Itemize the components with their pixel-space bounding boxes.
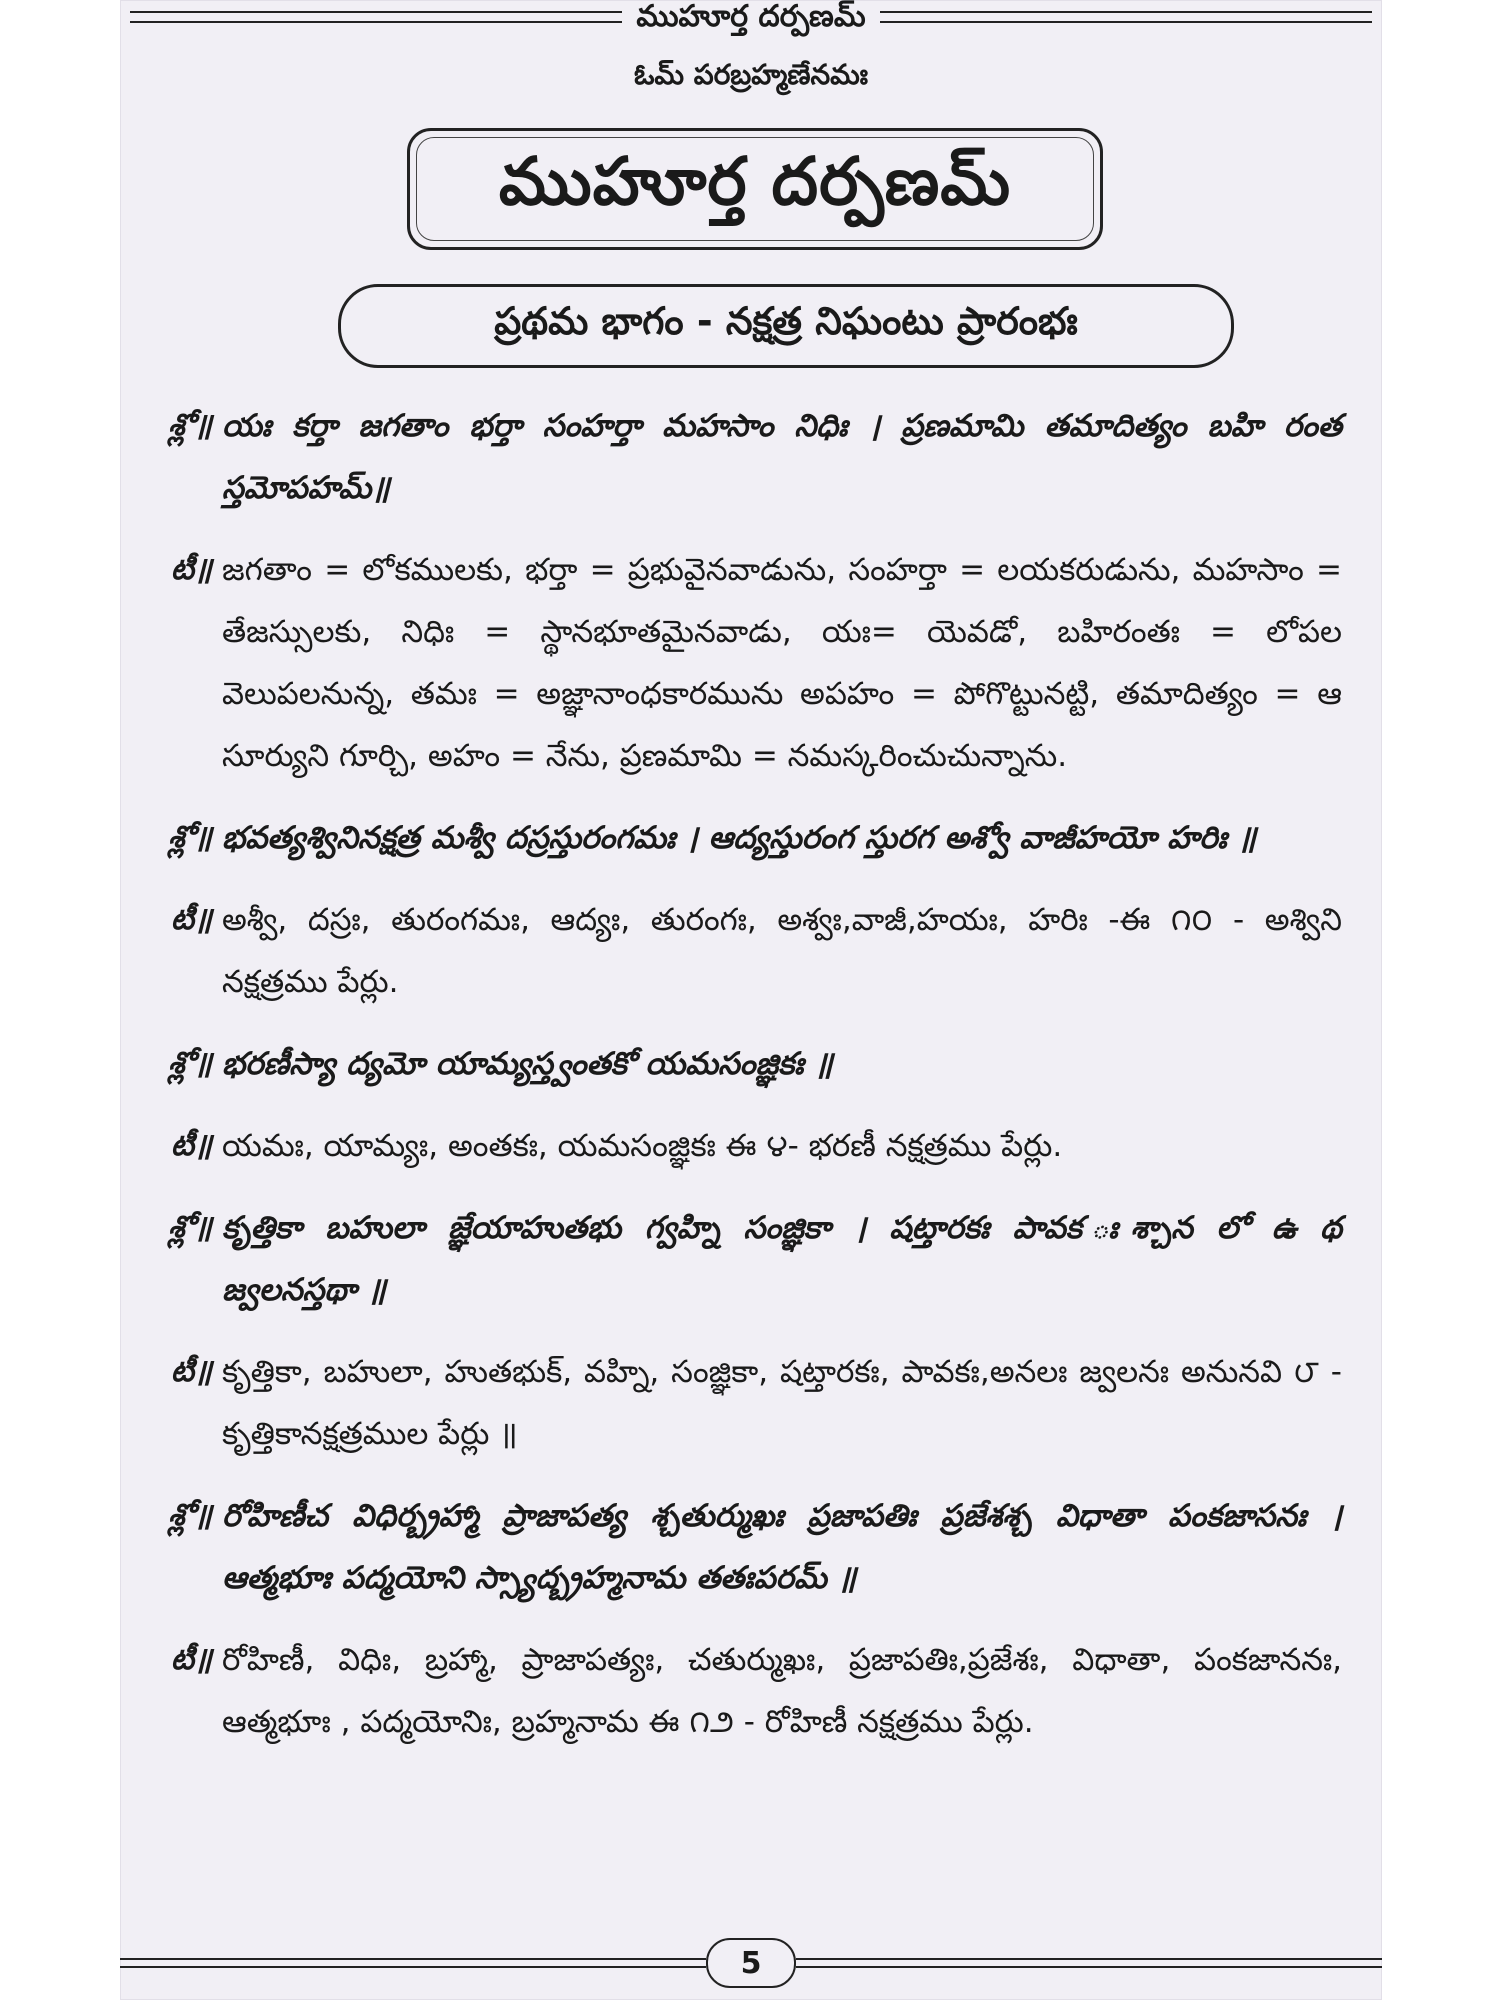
entry-marker: టీ॥ [170, 552, 212, 587]
book-page [120, 0, 1382, 2000]
verse-entry [120, 395, 1382, 519]
gloss-entry [120, 1629, 1382, 1753]
entry-marker: శ్లో॥ [168, 1210, 212, 1245]
page-footer [120, 1938, 1382, 1988]
entry-marker: శ్లో॥ [168, 1498, 212, 1533]
main-title: ముహూర్త దర్పణమ్ [498, 142, 1012, 220]
header-rule-left [130, 11, 622, 23]
entry-marker: టీ॥ [170, 1128, 212, 1163]
gloss-text: కృత్తికా, బహులా, హుతభుక్, వహ్ని, సంజ్ఞికా, షట్తారకః, పావకః,అనలః జ్వలనః అనునవి ౮ - కృత్తికానక్షత్రముల పేర్లు ॥ [222, 1354, 1342, 1452]
verse-entry [120, 1485, 1382, 1609]
running-title: ముహూర్త దర్పణమ్ [636, 0, 866, 34]
gloss-entry [120, 1341, 1382, 1465]
verse-text: భరణీస్యా ద్యమో యామ్యస్త్వంతకో యమసంజ్ఞికః ॥ [222, 1046, 833, 1082]
entry-marker: శ్లో॥ [168, 820, 212, 855]
gloss-text: అశ్వీ, దస్రః, తురంగమః, ఆద్యః, తురంగః, అశ్వః,వాజీ,హయః, హరిః -ఈ ౧౦ - అశ్విని నక్షత్రము పేర్లు. [222, 902, 1342, 1000]
verse-list [120, 395, 1382, 1773]
gloss-entry [120, 889, 1382, 1013]
running-header [130, 0, 1372, 34]
gloss-text: జగతాం = లోకములకు, భర్తా = ప్రభువైనవాడును, సంహర్తా = లయకరుడును, మహసాం = తేజస్సులకు, నిధిః = స్థానభూతమైనవాడు, యః= యెవడో, బహిరంతః = లోపల వెలుపలనున్న, తమః = అజ్ఞానాంధకారమును అపహం = పోగొట్టునట్టి, తమాదిత్యం = ఆ సూర్యుని గూర్చి, అహం = నేను, ప్రణమామి = నమస్కరించుచున్నాను. [222, 552, 1342, 774]
verse-text: యః కర్తా జగతాం భర్తా సంహర్తా మహసాం నిధిః । ప్రణమామి తమాదిత్యం బహి రంత స్తమోపహమ్॥ [222, 408, 1342, 506]
entry-marker: శ్లో॥ [168, 408, 212, 443]
entry-marker: శ్లో॥ [168, 1046, 212, 1081]
verse-text: భవత్యశ్వినినక్షత్ర మశ్వీ దస్రస్తురంగమః । ఆద్యస్తురంగ స్తురగ అశ్వో వాజీహయో హరిః ॥ [222, 820, 1257, 856]
footer-rule-left [120, 1958, 706, 1968]
entry-marker: టీ॥ [170, 1642, 212, 1677]
section-title: ప్రథమ భాగం - నక్షత్ర నిఘంటు ప్రారంభః [338, 284, 1234, 368]
main-title-frame [407, 128, 1103, 250]
verse-text: కృత్తికా బహులా జ్ఞేయాహుతభు గ్వహ్ని సంజ్ఞికా । షట్తారకః పావక ఃశ్చాన లో ఉ థ జ్వలనస్తథా ॥ [222, 1210, 1342, 1308]
entry-marker: టీ॥ [170, 1354, 212, 1389]
footer-rule-right [796, 1958, 1382, 1968]
verse-entry [120, 1033, 1382, 1095]
entry-marker: టీ॥ [170, 902, 212, 937]
verse-entry [120, 807, 1382, 869]
gloss-entry [120, 1115, 1382, 1177]
verse-entry [120, 1197, 1382, 1321]
gloss-entry [120, 539, 1382, 787]
gloss-text: రోహిణీ, విధిః, బ్రహ్మా, ప్రాజాపత్యః, చతుర్ముఖః, ప్రజాపతిః,ప్రజేశః, విధాతా, పంకజాననః, ఆత్మభూః , పద్మయోనిః, బ్రహ్మనామ ఈ ౧౨ - రోహిణీ నక్షత్రము పేర్లు. [222, 1642, 1342, 1740]
invocation-line: ఓమ్ పరబ్రహ్మణేనమః [633, 58, 869, 91]
verse-text: రోహిణీచ విధిర్బ్రహ్మా ప్రాజాపత్య శ్చతుర్ముఖః ప్రజాపతిః ప్రజేశశ్చ విధాతా పంకజాసనః । ఆత్మభూః పద్మయోని స్స్యాద్బ్రహ్మనామ తతఃపరమ్ ॥ [222, 1498, 1342, 1596]
header-rule-right [880, 11, 1372, 23]
gloss-text: యమః, యామ్యః, అంతకః, యమసంజ్ఞికః ఈ ౪- భరణీ నక్షత్రము పేర్లు. [222, 1128, 1063, 1164]
page-number: 5 [706, 1938, 796, 1988]
